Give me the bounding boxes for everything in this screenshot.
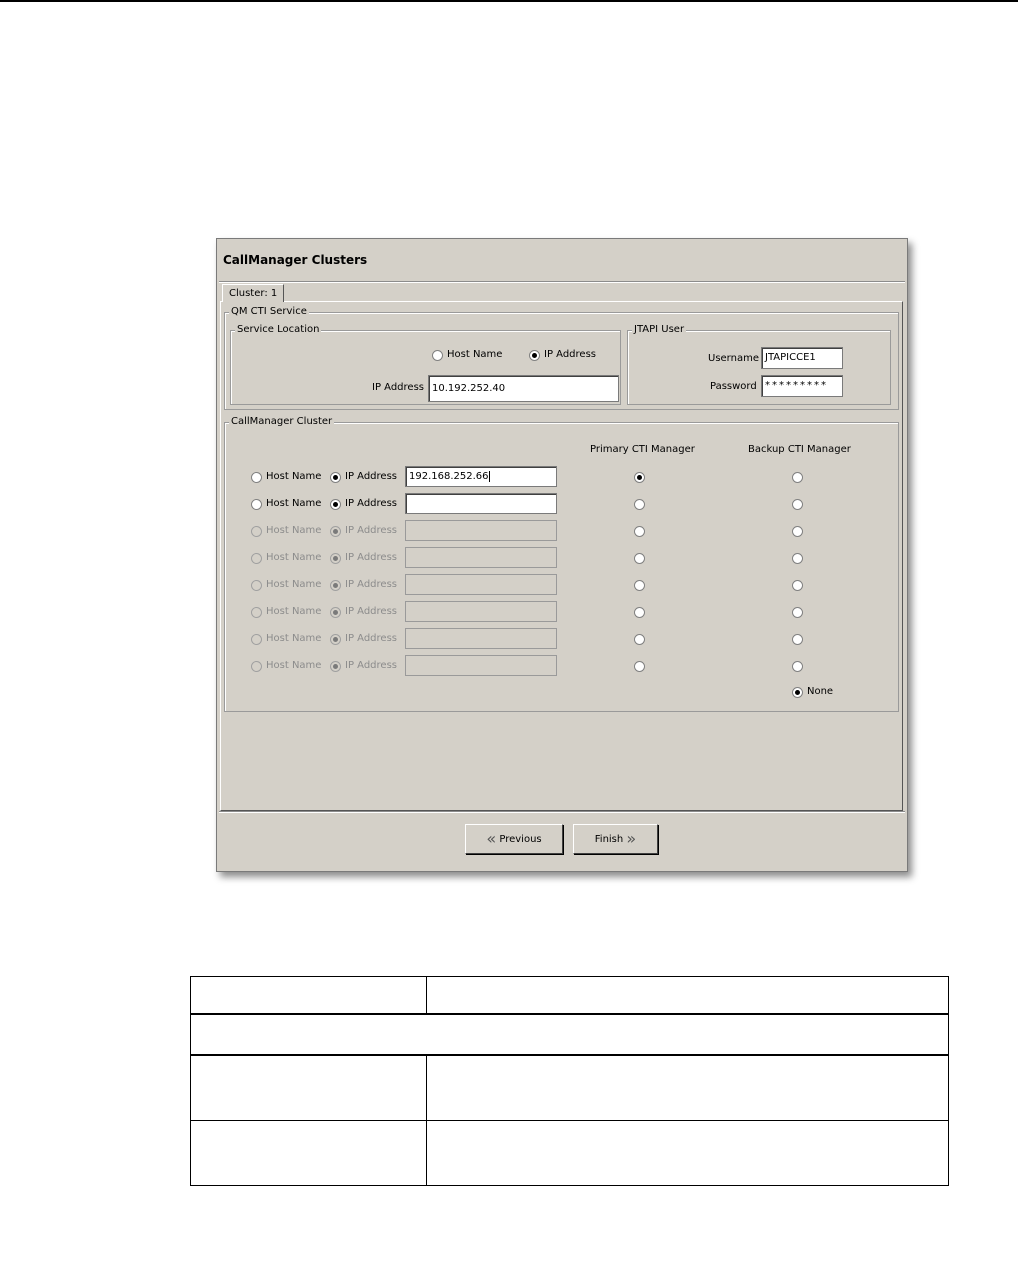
text-caret [489,471,490,482]
primary-cti-radio[interactable] [634,526,645,537]
callmanager-cluster-group [224,416,899,712]
cluster-ip-address-label: IP Address [345,552,397,563]
password-input[interactable]: ********* [761,375,843,397]
backup-none-label: None [807,686,834,697]
cluster-ip-address-label: IP Address [345,471,397,482]
table-row [190,1055,949,1121]
cluster-ip-input [405,655,557,676]
backup-cti-radio[interactable] [792,472,803,483]
cluster-host-name-radio[interactable] [251,499,262,510]
primary-cti-radio[interactable] [634,607,645,618]
previous-button-label: Previous [499,834,542,845]
cluster-ip-address-radio [330,553,341,564]
cluster-ip-input [405,628,557,649]
previous-button[interactable] [465,824,563,854]
qm-cti-service-group [224,306,899,410]
username-input[interactable]: JTAPICCE1 [761,347,843,369]
qm-cti-service-legend: QM CTI Service [231,306,307,317]
finish-button-label: Finish [594,834,624,845]
cluster-host-name-label: Host Name [266,633,322,644]
callmanager-cluster-legend: CallManager Cluster [231,416,333,427]
table-section-row [190,1014,949,1055]
cluster-ip-address-label: IP Address [345,525,397,536]
cluster-host-name-radio [251,580,262,591]
window-title: CallManager Clusters [223,253,368,267]
backup-cti-radio[interactable] [792,499,803,510]
service-ip-address-input[interactable]: 10.192.252.40 [428,375,619,402]
table-header-cell [426,977,427,1013]
finish-button[interactable] [573,824,658,854]
cluster-ip-address-radio [330,634,341,645]
cluster-host-name-radio [251,634,262,645]
service-host-name-label: Host Name [447,349,503,360]
service-location-legend: Service Location [237,324,320,335]
backup-cti-radio[interactable] [792,661,803,672]
primary-cti-radio[interactable] [634,553,645,564]
cluster-host-name-label: Host Name [266,552,322,563]
page-header-rule [0,0,1018,2]
service-host-name-radio[interactable] [432,350,443,361]
service-ip-address-radio[interactable] [529,350,540,361]
table-row [190,1120,949,1186]
cluster-ip-input [405,520,557,541]
cluster-host-name-label: Host Name [266,498,322,509]
chevron-left-icon: « [486,829,497,848]
service-ip-field-label: IP Address [372,382,424,393]
cluster-ip-address-label: IP Address [345,498,397,509]
primary-cti-radio[interactable] [634,580,645,591]
cluster-ip-address-radio[interactable] [330,472,341,483]
cluster-host-name-label: Host Name [266,579,322,590]
cluster-ip-input [405,574,557,595]
cluster-host-name-label: Host Name [266,606,322,617]
cluster-ip-address-label: IP Address [345,579,397,590]
button-bar-separator [219,811,905,813]
cluster-ip-input [405,547,557,568]
service-ip-address-label: IP Address [544,349,596,360]
cluster-ip-input [405,601,557,622]
password-label: Password [710,381,757,392]
cluster-ip-address-label: IP Address [345,633,397,644]
cluster-host-name-radio[interactable] [251,472,262,483]
cluster-ip-input[interactable] [405,493,557,514]
table-header-row [190,976,949,1015]
primary-cti-radio[interactable] [634,472,645,483]
cluster-host-name-radio [251,607,262,618]
jtapi-user-legend: JTAPI User [634,324,685,335]
cluster-host-name-radio [251,526,262,537]
callmanager-clusters-window [216,238,908,872]
primary-cti-radio[interactable] [634,634,645,645]
backup-cti-radio[interactable] [792,526,803,537]
cluster-ip-address-radio [330,526,341,537]
primary-cti-manager-header: Primary CTI Manager [590,444,695,455]
cluster-ip-address-label: IP Address [345,660,397,671]
table-cell [426,1120,427,1185]
cluster-tab-panel [220,301,903,811]
service-location-group [230,324,621,405]
jtapi-user-group [627,324,891,405]
cluster-ip-address-radio[interactable] [330,499,341,510]
cluster-ip-address-label: IP Address [345,606,397,617]
primary-cti-radio[interactable] [634,499,645,510]
cluster-ip-address-radio [330,607,341,618]
backup-cti-radio[interactable] [792,553,803,564]
cluster-host-name-label: Host Name [266,471,322,482]
cluster-host-name-label: Host Name [266,660,322,671]
username-label: Username [708,353,759,364]
cluster-host-name-label: Host Name [266,525,322,536]
primary-cti-radio[interactable] [634,661,645,672]
chevron-right-icon: » [626,829,637,848]
cluster-ip-address-radio [330,661,341,672]
backup-none-radio[interactable] [792,687,803,698]
backup-cti-radio[interactable] [792,580,803,591]
backup-cti-radio[interactable] [792,607,803,618]
backup-cti-radio[interactable] [792,634,803,645]
tab-cluster-1[interactable]: Cluster: 1 [222,284,284,302]
backup-cti-manager-header: Backup CTI Manager [748,444,851,455]
cluster-host-name-radio [251,553,262,564]
table-cell [426,1056,427,1120]
cluster-ip-address-radio [330,580,341,591]
cluster-ip-value: 192.168.252.66 [409,471,489,482]
cluster-host-name-radio [251,661,262,672]
title-separator [219,281,905,283]
cluster-ip-input[interactable] [405,466,557,487]
